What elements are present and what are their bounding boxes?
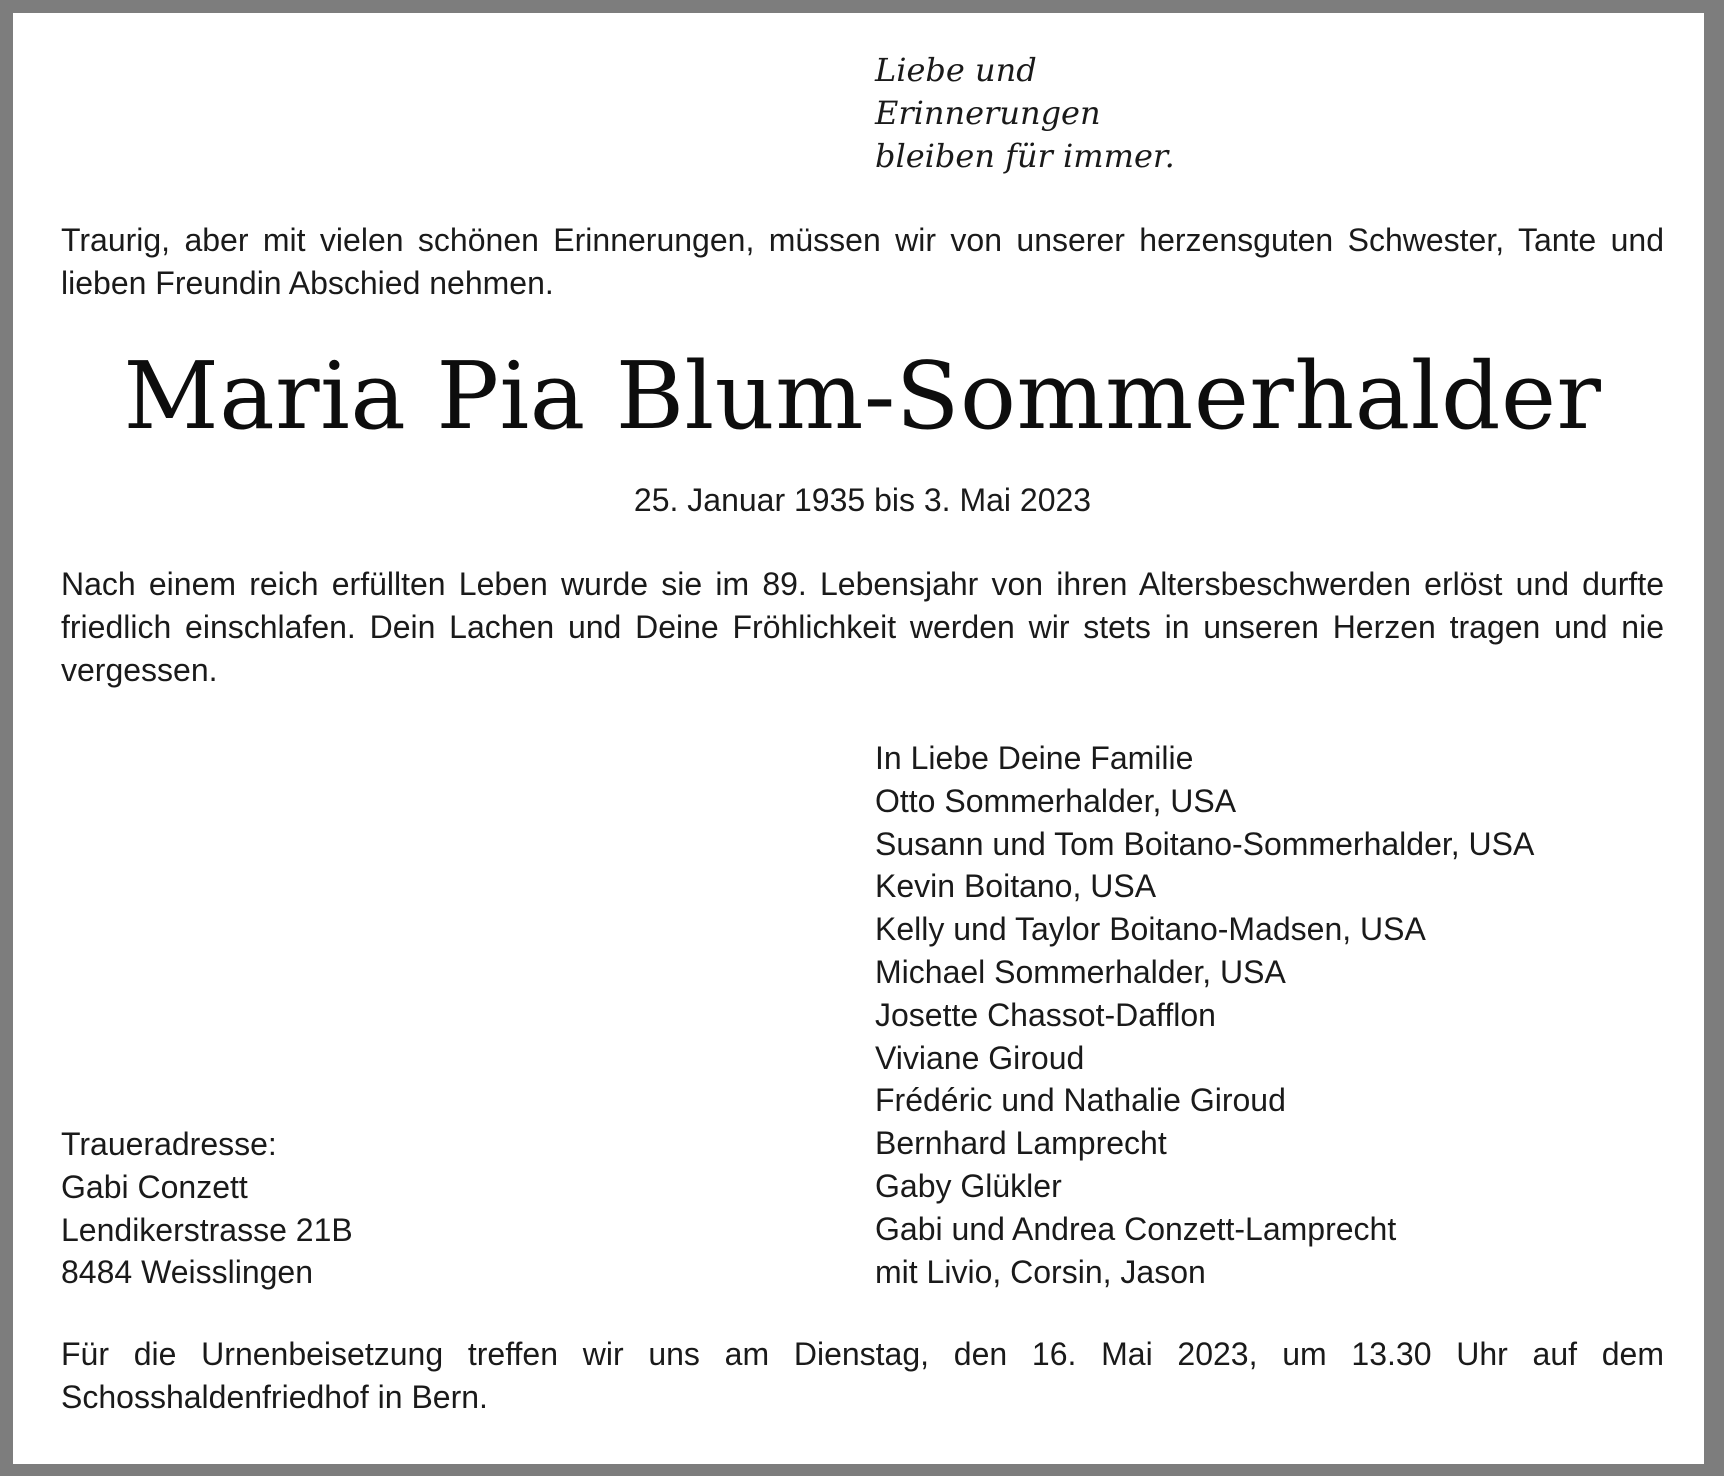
family-member: Frédéric und Nathalie Giroud xyxy=(875,1082,1286,1119)
motto-line: bleiben für immer. xyxy=(875,137,1175,175)
address-line: Lendikerstrasse 21B xyxy=(61,1211,353,1248)
address-heading: Traueradresse: xyxy=(61,1126,277,1162)
intro-paragraph: Traurig, aber mit vielen schönen Erinnerungen, müssen wir von unserer herzensguten Schwester, Tante und lieben Freundin Abschied nehmen. xyxy=(61,222,1664,301)
family-member: Michael Sommerhalder, USA xyxy=(875,953,1286,990)
family-member: Otto Sommerhalder, USA xyxy=(875,782,1237,819)
family-member: Bernhard Lamprecht xyxy=(875,1125,1167,1162)
motto xyxy=(875,49,1175,178)
address-line: 8484 Weisslingen xyxy=(61,1254,314,1291)
family-member: Viviane Giroud xyxy=(875,1039,1085,1076)
family-list xyxy=(875,737,1534,1293)
life-dates: 25. Januar 1935 bis 3. Mai 2023 xyxy=(633,482,1092,518)
family-member: mit Livio, Corsin, Jason xyxy=(875,1253,1206,1290)
family-member: Josette Chassot-Dafflon xyxy=(875,996,1216,1033)
motto-line: Erinnerungen xyxy=(875,94,1101,132)
family-member: Gaby Glükler xyxy=(875,1167,1062,1204)
deceased-name: Maria Pia Blum-Sommerhalder xyxy=(123,342,1602,450)
body-paragraph: Nach einem reich erfüllten Leben wurde sie im 89. Lebensjahr von ihren Altersbeschwerden erlöst und durfte friedlich einschlafen. Dein Lachen und Deine Fröhlichkeit werden wir stets in unseren Herzen tragen und nie vergessen. xyxy=(61,566,1664,688)
family-member: Susann und Tom Boitano-Sommerhalder, USA xyxy=(875,825,1535,862)
mourning-address xyxy=(61,1123,353,1294)
obituary-sheet xyxy=(13,13,1704,1464)
address-line: Gabi Conzett xyxy=(61,1168,248,1205)
family-member: Gabi und Andrea Conzett-Lamprecht xyxy=(875,1210,1397,1247)
motto-line: Liebe und xyxy=(875,51,1037,89)
family-member: Kevin Boitano, USA xyxy=(875,868,1157,905)
family-heading: In Liebe Deine Familie xyxy=(875,740,1194,776)
burial-paragraph: Für die Urnenbeisetzung treffen wir uns am Dienstag, den 16. Mai 2023, um 13.30 Uhr auf dem Schosshaldenfriedhof in Bern. xyxy=(61,1336,1664,1415)
family-member: Kelly und Taylor Boitano-Madsen, USA xyxy=(875,911,1426,948)
